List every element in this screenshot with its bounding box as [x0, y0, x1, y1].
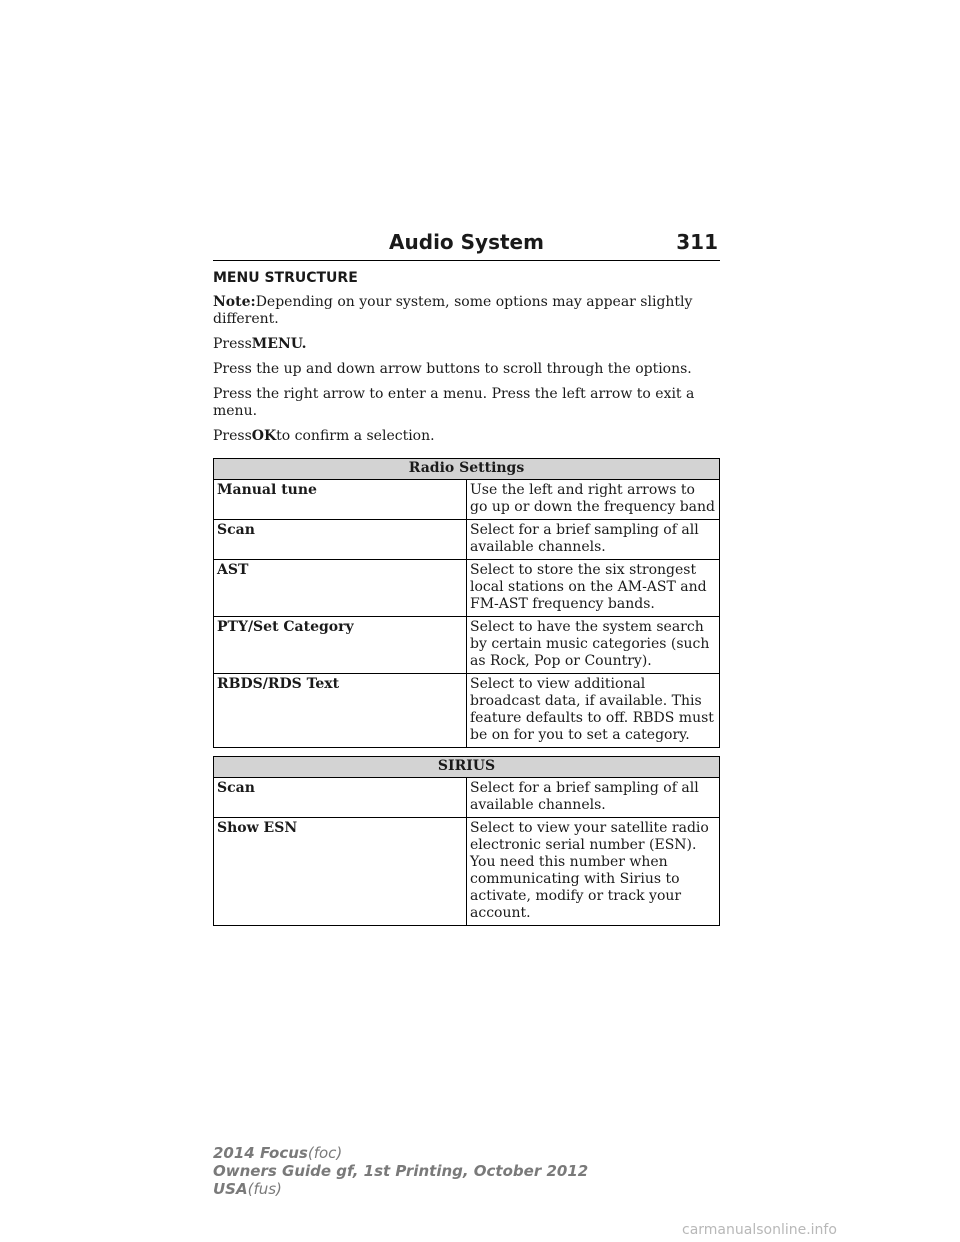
press-ok-paragraph	[213, 428, 720, 445]
enter-exit-instruction: Press the right arrow to enter a menu. Press the left arrow to exit a menu.	[213, 386, 695, 419]
footer-region-code: (fus)	[247, 1180, 282, 1198]
note-text: Depending on your system, some options may appear slightly different.	[213, 294, 693, 327]
table-description: Select to view your satellite radio electronic serial number (ESN). You need this number when communicating with Sirius to activate, modify or track your account.	[467, 818, 720, 926]
footer-model-code: (foc)	[307, 1144, 343, 1162]
menu-structure-heading: MENU STRUCTURE	[213, 270, 358, 286]
press-menu-prefix: Press	[213, 336, 252, 352]
note-label: Note:	[213, 294, 256, 310]
table-term: AST	[214, 560, 467, 617]
table-header-row	[214, 459, 720, 480]
watermark: carmanualsonline.info	[682, 1222, 837, 1238]
table-term: Scan	[214, 520, 467, 560]
table-description: Select for a brief sampling of all available channels.	[467, 778, 720, 818]
footer-line-guide: Owners Guide gf, 1st Printing, October 2012	[213, 1162, 589, 1180]
table-term: Show ESN	[214, 818, 467, 926]
table-term: Scan	[214, 778, 467, 818]
menu-key-label: MENU.	[251, 336, 307, 352]
footer-region: USA	[213, 1180, 248, 1198]
table-row	[214, 674, 720, 748]
radio-settings-table	[213, 458, 720, 748]
page-content	[213, 270, 720, 934]
table-row	[214, 818, 720, 926]
footer-line-model	[213, 1144, 588, 1162]
sirius-table	[213, 756, 720, 926]
press-ok-suffix: to confirm a selection.	[276, 428, 435, 444]
table-term: RBDS/RDS Text	[214, 674, 467, 748]
page-number: 311	[676, 230, 718, 254]
sirius-title: SIRIUS	[214, 757, 720, 778]
radio-settings-title: Radio Settings	[214, 459, 720, 480]
table-description: Select to store the six strongest local stations on the AM-AST and FM-AST frequency bands.	[467, 560, 720, 617]
section-title: Audio System	[389, 230, 544, 254]
press-menu-paragraph	[213, 336, 720, 353]
table-row	[214, 778, 720, 818]
footer-line-region	[213, 1180, 588, 1198]
table-row	[214, 617, 720, 674]
table-row	[214, 560, 720, 617]
press-ok-prefix: Press	[213, 428, 252, 444]
table-row	[214, 480, 720, 520]
scroll-instruction: Press the up and down arrow buttons to scroll through the options.	[213, 361, 692, 377]
table-term: PTY/Set Category	[214, 617, 467, 674]
ok-key-label: OK	[251, 428, 277, 444]
table-description: Select to view additional broadcast data, if available. This feature defaults to off. RBDS must be on for you to set a category.	[467, 674, 720, 748]
footer-model: 2014 Focus	[213, 1144, 308, 1162]
page-footer	[213, 1144, 588, 1198]
table-description: Select for a brief sampling of all available channels.	[467, 520, 720, 560]
page-header	[213, 228, 720, 261]
table-term: Manual tune	[214, 480, 467, 520]
table-header-row	[214, 757, 720, 778]
table-description: Select to have the system search by certain music categories (such as Rock, Pop or Country).	[467, 617, 720, 674]
table-description: Use the left and right arrows to go up or down the frequency band	[467, 480, 720, 520]
note-paragraph	[213, 294, 720, 328]
table-row	[214, 520, 720, 560]
